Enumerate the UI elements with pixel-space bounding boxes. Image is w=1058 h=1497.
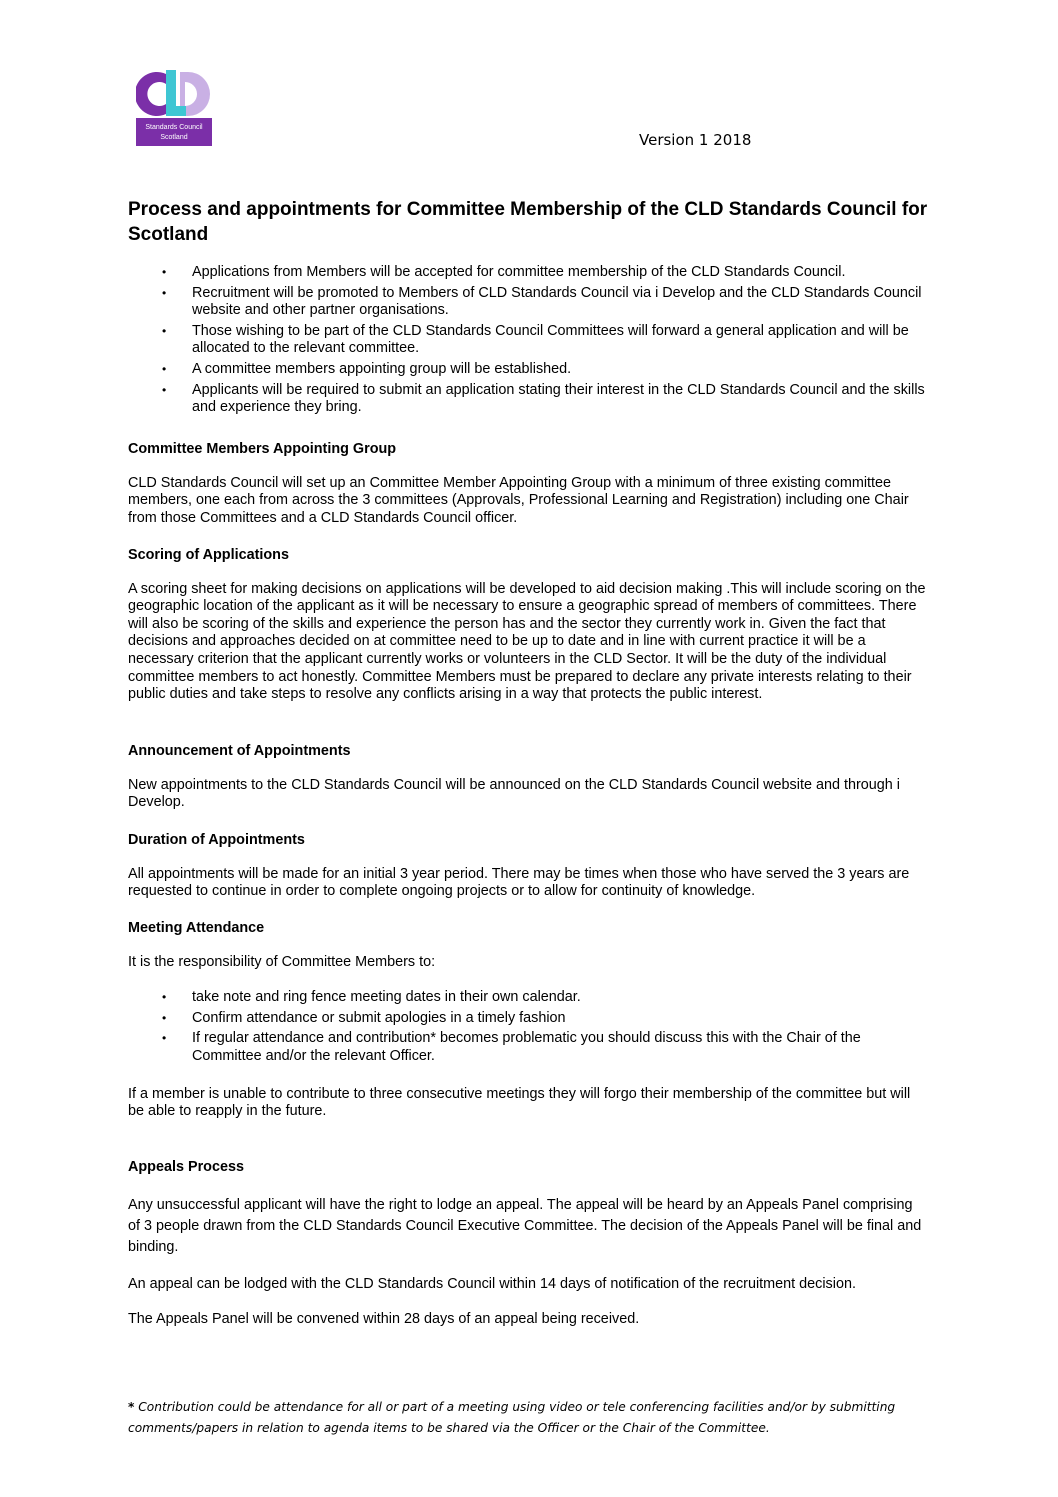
list-item: • Applicants will be required to submit an application stating their interest in the CLD Standards Council and the skills and experience they bring.: [162, 381, 925, 416]
section-heading: Duration of Appointments: [128, 832, 305, 848]
section-body: An appeal can be lodged with the CLD Standards Council within 14 days of notification of the recruitment decision.: [128, 1275, 856, 1292]
section-heading: Announcement of Appointments: [128, 743, 351, 759]
page-title: Process and appointments for Committee Membership of the CLD Standards Council for Scotland: [128, 199, 928, 245]
list-item: • Applications from Members will be accepted for committee membership of the CLD Standards Council.: [162, 264, 846, 280]
list-item: • If regular attendance and contribution* becomes problematic you should discuss this with the Chair of the Committee and/or the relevant Officer.: [162, 1030, 861, 1064]
list-item: • take note and ring fence meeting dates in their own calendar.: [162, 989, 581, 1006]
bullet-icon: •: [162, 323, 167, 338]
list-item: • Those wishing to be part of the CLD Standards Council Committees will forward a general application and will be allocated to the relevant committee.: [162, 322, 909, 357]
footnote-marker: *: [128, 1400, 135, 1414]
list-item: • Recruitment will be promoted to Members of CLD Standards Council via i Develop and the CLD Standards Council website and other partner organisations.: [162, 284, 922, 319]
logo-text-line2: Scotland: [160, 134, 188, 141]
cld-logo-icon: [136, 66, 212, 148]
section-heading: Appeals Process: [128, 1159, 244, 1175]
announcement-section: [128, 743, 928, 812]
bullet-icon: •: [162, 1031, 167, 1046]
appeals-section: [128, 1159, 928, 1329]
bullet-icon: •: [162, 990, 167, 1005]
intro-section: [128, 264, 928, 420]
section-intro: It is the responsibility of Committee Members to:: [128, 953, 436, 970]
logo-text-line1: Standards Council: [145, 124, 203, 131]
section-heading: Committee Members Appointing Group: [128, 441, 397, 457]
duration-section: [128, 832, 928, 901]
section-body: The Appeals Panel will be convened within 28 days of an appeal being received.: [128, 1311, 640, 1328]
bullet-icon: •: [162, 285, 167, 300]
section-heading: Meeting Attendance: [128, 920, 265, 936]
section-body: CLD Standards Council will set up an Committee Member Appointing Group with a minimum of three existing committee members, one each from across the 3 committees (Approvals, Professional Learning and Registration) including one Chair from those Committees and a CLD Standards Council officer.: [128, 474, 909, 526]
bullet-icon: •: [162, 361, 167, 376]
bullet-icon: •: [162, 265, 167, 279]
cld-logo: [136, 66, 212, 148]
footnote-text: Contribution could be attendance for all or part of a meeting using video or tele conferencing facilities and/or by submitting comments/papers in relation to agenda items to be shared via the Officer or the Chair of the Committee.: [128, 1400, 896, 1435]
section-body: New appointments to the CLD Standards Council will be announced on the CLD Standards Council website and through i Develop.: [128, 776, 900, 811]
attendance-section: [128, 920, 928, 1121]
bullet-icon: •: [162, 382, 167, 397]
intro-bullet-list: [128, 264, 928, 417]
appointing-group-section: [128, 441, 928, 527]
version-label: Version 1 2018: [639, 131, 752, 149]
section-closing: If a member is unable to contribute to three consecutive meetings they will forgo their membership of the committee but will be able to reapply in the future.: [128, 1085, 911, 1120]
section-body: Any unsuccessful applicant will have the right to lodge an appeal. The appeal will be heard by an Appeals Panel comprising of 3 people drawn from the CLD Standards Council Executive Committee. The decision of the Appeals Panel will be final and binding.: [128, 1196, 922, 1255]
list-item: • A committee members appointing group will be established.: [162, 360, 572, 377]
scoring-section: [128, 547, 928, 704]
footnote: [128, 1397, 918, 1439]
attendance-bullet-list: [128, 989, 928, 1065]
section-heading: Scoring of Applications: [128, 547, 289, 563]
list-item: • Confirm attendance or submit apologies in a timely fashion: [162, 1009, 566, 1026]
bullet-icon: •: [162, 1010, 167, 1025]
section-body: All appointments will be made for an initial 3 year period. There may be times when those who have served the 3 years are requested to continue in order to complete ongoing projects or to allow for continuity of knowledge.: [128, 865, 910, 900]
section-body: A scoring sheet for making decisions on applications will be developed to aid decision making .This will include scoring on the geographic location of the applicant as it will be necessary to ensure a geographic spread of members of committees. There will also be scoring of the skills and experience the person has and the sector they currently work in. Given the fact that decisions and approaches decided on at committee need to be up to date and in line with current practice it will be a necessary criterion that the applicant currently works or volunteers in the CLD Sector. It will be the duty of the individual committee members to act honestly. Committee Members must be prepared to declare any private interests relating to their public duties and take steps to resolve any conflicts arising in a way that protects the public interest.: [128, 580, 926, 703]
